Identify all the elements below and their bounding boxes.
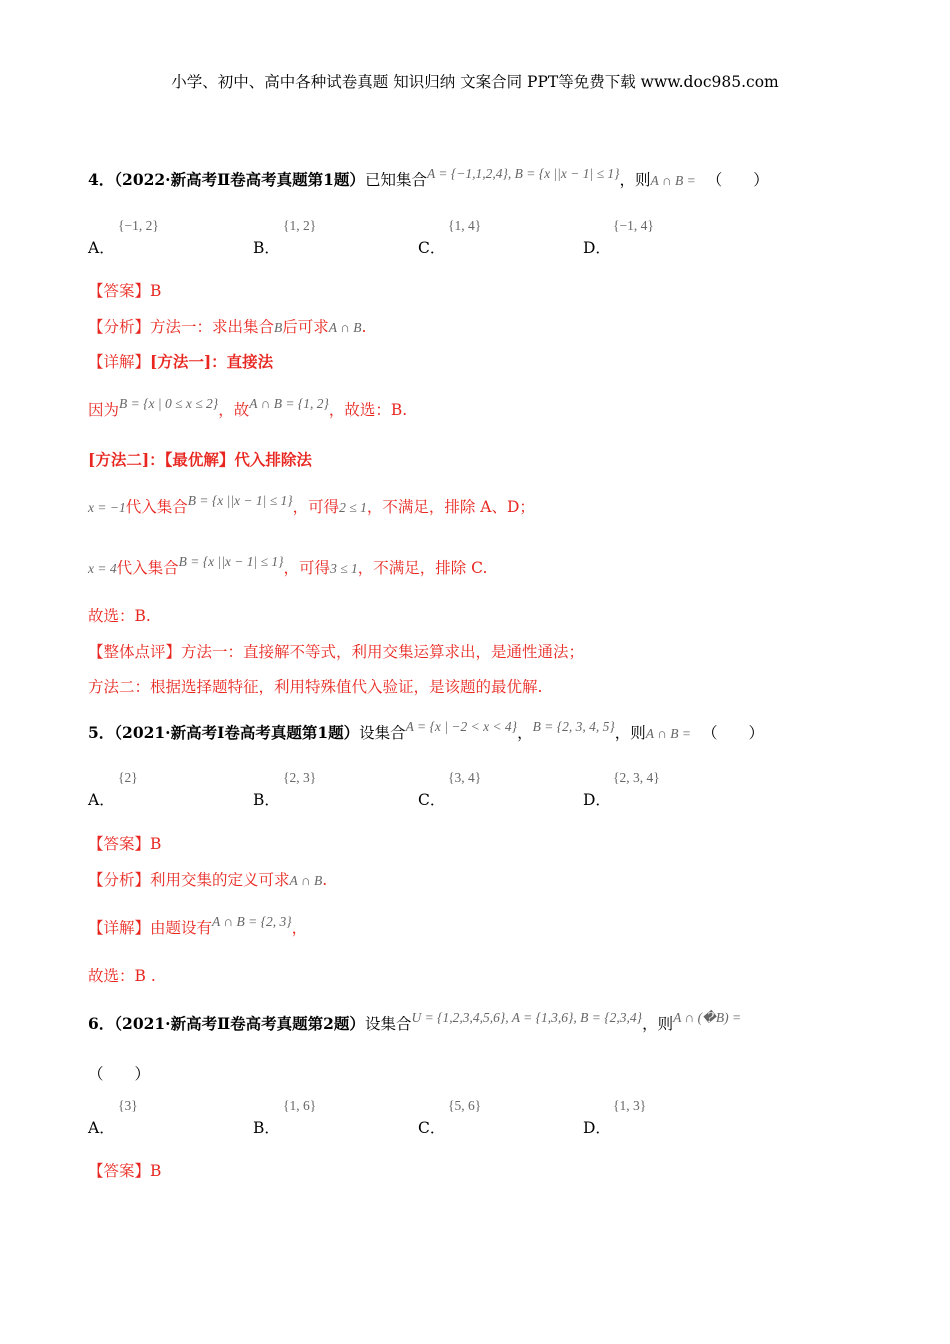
question-6-stem: 6．（2021·新高考Ⅱ卷高考真题第2题）设集合U = {1,2,3,4,5,6}, A = {1,3,6}, B = {2,3,4}，则A ∩ (�B) = bbox=[88, 1010, 742, 1033]
question-text: ，则 bbox=[619, 171, 651, 189]
analysis: 【分析】利用交集的定义可求A ∩ B. bbox=[88, 871, 328, 889]
overall-comment-2: 方法二：根据选择题特征，利用特殊值代入验证，是该题的最优解. bbox=[88, 678, 543, 696]
question-4-stem bbox=[88, 166, 769, 191]
math-expression: A = {−1,1,2,4}, B = {x ||x − 1| ≤ 1} bbox=[426, 166, 620, 181]
question-source: （2022·新高考Ⅱ卷高考真题第1题） bbox=[114, 170, 365, 189]
analysis: 【分析】方法一：求出集合B后可求A ∩ B. bbox=[88, 318, 367, 336]
math-expression: A ∩ B = bbox=[650, 173, 696, 188]
detail-line: 因为B = {x | 0 ≤ x ≤ 2}，故A ∩ B = {1, 2}，故选：B. bbox=[88, 396, 408, 419]
substitution-line-1: x = −1代入集合B = {x ||x − 1| ≤ 1}，可得2 ≤ 1，不满足，排除 A、D； bbox=[88, 493, 535, 516]
detail: 【详解】由题设有A ∩ B = {2, 3}， bbox=[88, 914, 308, 937]
question-5-stem: 5．（2021·新高考Ⅰ卷高考真题第1题）设集合A = {x | −2 < x < 4}，B = {2, 3, 4, 5}，则A ∩ B = （ ） bbox=[88, 719, 764, 742]
answer: 【答案】B bbox=[88, 1162, 162, 1180]
page-header: 小学、初中、高中各种试卷真题 知识归纳 文案合同 PPT等免费下载 www.doc985.com bbox=[171, 73, 779, 91]
answer-blank: （ ） bbox=[88, 1065, 151, 1083]
question-text: 已知集合 bbox=[364, 171, 427, 189]
substitution-line-2: x = 4代入集合B = {x ||x − 1| ≤ 1}，可得3 ≤ 1，不满足，排除 C. bbox=[88, 554, 488, 577]
overall-comment: 【整体点评】方法一：直接解不等式，利用交集运算求出，是通性通法； bbox=[88, 643, 585, 661]
method-two-heading: [方法二]：【最优解】代入排除法 bbox=[88, 450, 312, 469]
answer-blank: （ ） bbox=[706, 171, 769, 189]
answer: 【答案】B bbox=[88, 835, 162, 853]
answer: 【答案】B bbox=[88, 282, 162, 300]
conclusion: 故选：B . bbox=[88, 967, 156, 985]
conclusion: 故选：B. bbox=[88, 607, 151, 625]
question-number: 4． bbox=[88, 170, 115, 189]
detail: 【详解】[方法一]：直接法 bbox=[88, 352, 274, 371]
